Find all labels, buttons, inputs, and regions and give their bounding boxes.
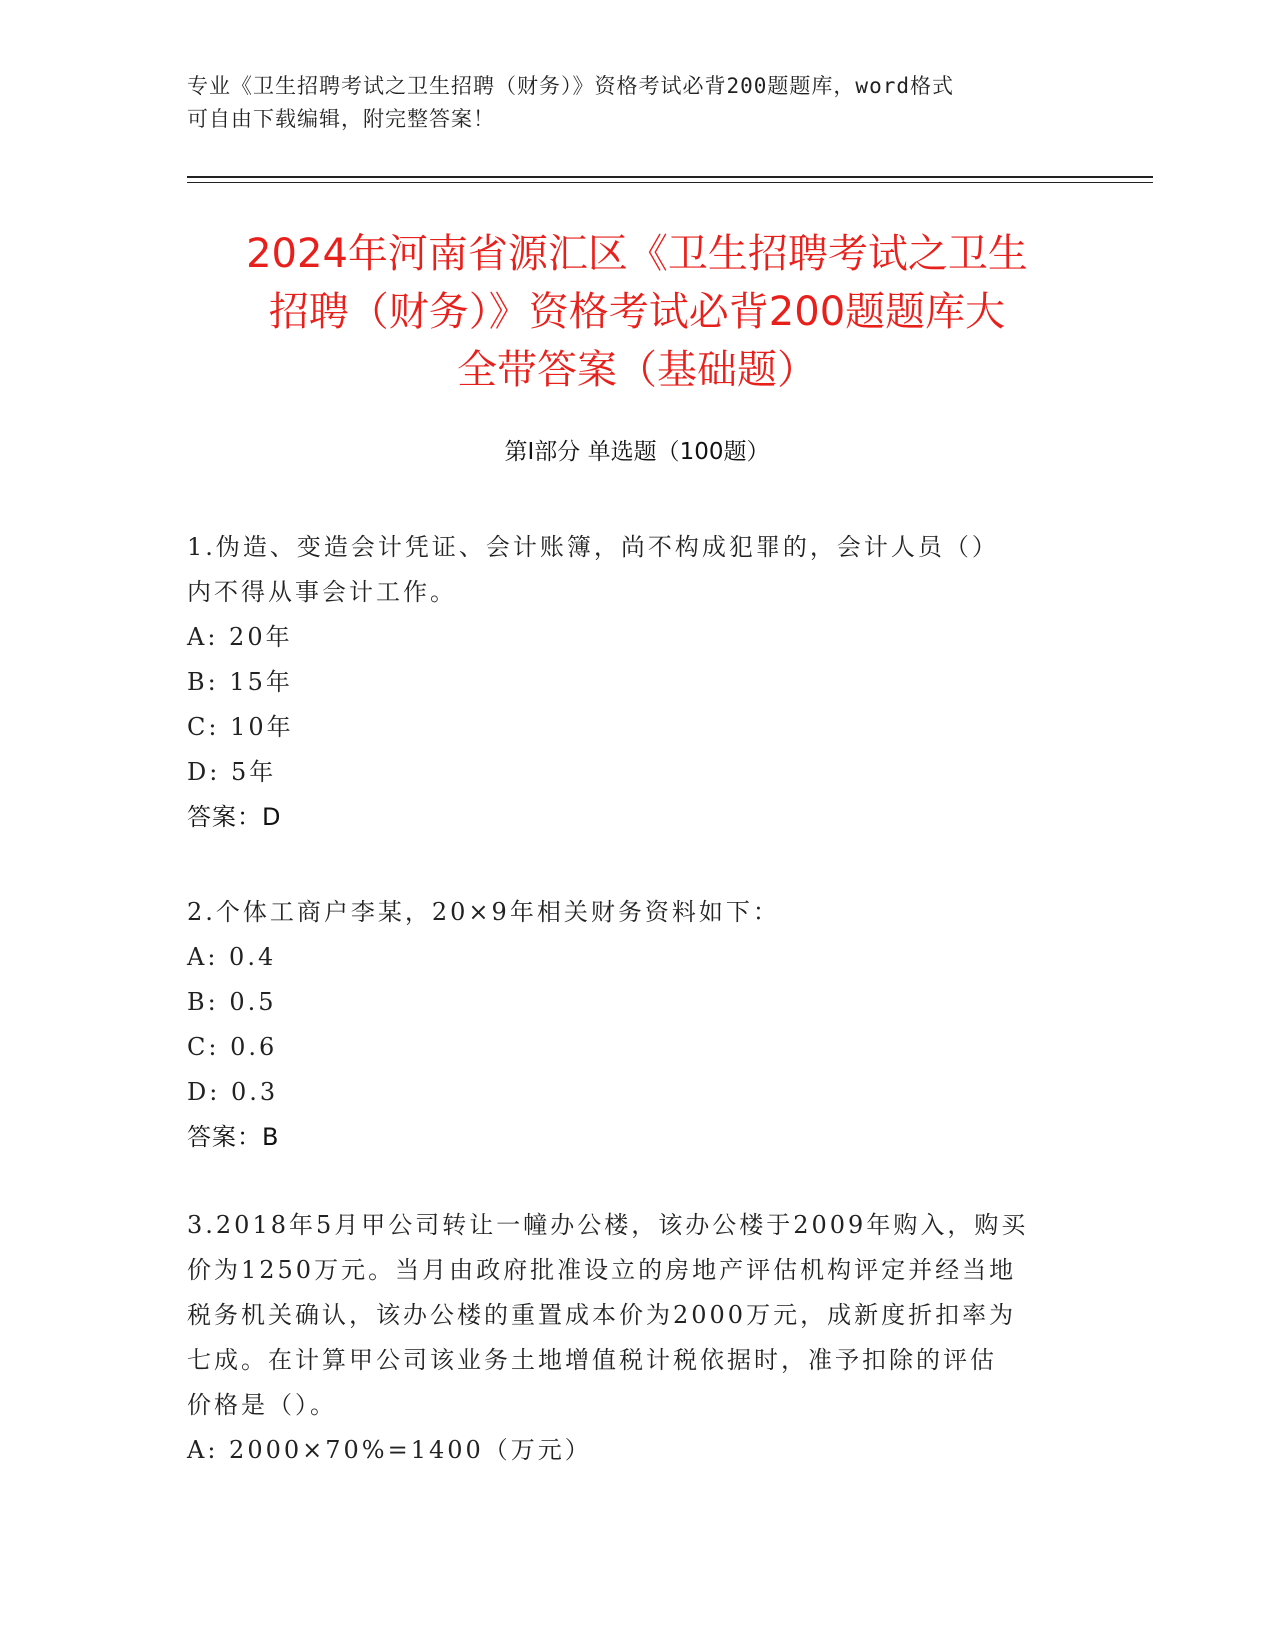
answer: 答案：D — [187, 803, 282, 831]
header-note-line: 可自由下载编辑，附完整答案！ — [187, 107, 495, 131]
section-heading: 第I部分 单选题（100题） — [504, 439, 770, 465]
title-line: 全带答案（基础题） — [457, 347, 817, 393]
question-stem: 1.伪造、变造会计凭证、会计账簿，尚不构成犯罪的，会计人员（） — [187, 533, 999, 561]
question-stem: 内不得从事会计工作。 — [187, 578, 457, 606]
option-d: D: 5年 — [187, 758, 277, 786]
option-c: C: 0.6 — [187, 1033, 278, 1061]
question-stem: 2.个体工商户李某，20×9年相关财务资料如下： — [187, 898, 780, 926]
question-stem: 价为1250万元。当月由政府批准设立的房地产评估机构评定并经当地 — [187, 1256, 1017, 1284]
question-stem: 税务机关确认，该办公楼的重置成本价为2000万元，成新度折扣率为 — [187, 1301, 1017, 1329]
option-c: C: 10年 — [187, 713, 294, 741]
option-d: D: 0.3 — [187, 1078, 279, 1106]
question-1 — [187, 525, 1087, 840]
question-stem: 七成。在计算甲公司该业务土地增值税计税依据时，准予扣除的评估 — [187, 1346, 997, 1374]
option-a: A: 0.4 — [187, 943, 277, 971]
answer: 答案：B — [187, 1123, 280, 1151]
header-note-line: 专业《卫生招聘考试之卫生招聘（财务）》资格考试必背200题题库，word格式 — [187, 74, 954, 98]
title-line: 2024年河南省源汇区《卫生招聘考试之卫生 — [246, 231, 1028, 277]
header-divider — [187, 182, 1153, 183]
option-b: B: 0.5 — [187, 988, 277, 1016]
question-3 — [187, 1203, 1087, 1473]
question-2 — [187, 890, 1087, 1160]
header-divider — [187, 176, 1153, 178]
option-b: B: 15年 — [187, 668, 293, 696]
question-stem: 3.2018年5月甲公司转让一幢办公楼，该办公楼于2009年购入，购买 — [187, 1211, 1029, 1239]
question-stem: 价格是（）。 — [187, 1391, 337, 1419]
option-a: A: 2000×70%=1400（万元） — [187, 1436, 592, 1464]
document-title — [187, 225, 1087, 399]
header-note — [187, 70, 1067, 136]
title-line: 招聘（财务）》资格考试必背200题题库大 — [268, 289, 1006, 335]
option-a: A: 20年 — [187, 623, 293, 651]
